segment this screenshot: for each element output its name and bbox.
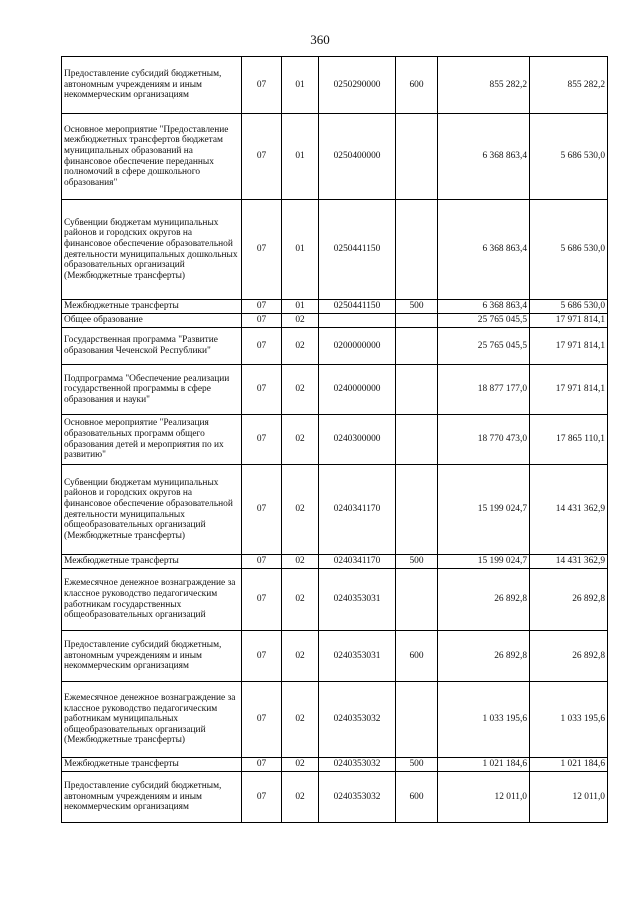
row-target-article: 0240353032: [319, 682, 396, 758]
row-expense-type: [396, 415, 438, 465]
table-row: [62, 314, 608, 328]
table-row: [62, 365, 608, 415]
row-name: Субвенции бюджетам муниципальных районов и городских округов на финансовое обеспечение образовательной деятельности муниципальных общеобразовательных организаций (Межбюджетные трансферты): [62, 465, 242, 555]
row-subsection: 01: [282, 200, 319, 300]
table-row: [62, 569, 608, 631]
row-section: 07: [242, 465, 282, 555]
row-section: 07: [242, 300, 282, 314]
row-amount-2: 5 686 530,0: [530, 114, 608, 200]
row-amount-1: 25 765 045,5: [438, 314, 530, 328]
row-amount-1: 1 021 184,6: [438, 758, 530, 772]
row-target-article: 0240353032: [319, 772, 396, 823]
row-name: Предоставление субсидий бюджетным, автономным учреждениям и иным некоммерческим организациям: [62, 772, 242, 823]
row-amount-1: 26 892,8: [438, 569, 530, 631]
row-target-article: 0250441150: [319, 300, 396, 314]
table-row: [62, 200, 608, 300]
row-expense-type: 600: [396, 772, 438, 823]
row-amount-1: 18 877 177,0: [438, 365, 530, 415]
row-amount-1: 855 282,2: [438, 57, 530, 114]
row-name: Межбюджетные трансферты: [62, 555, 242, 569]
row-amount-2: 1 033 195,6: [530, 682, 608, 758]
row-amount-2: 5 686 530,0: [530, 300, 608, 314]
row-target-article: 0240353031: [319, 569, 396, 631]
row-subsection: 02: [282, 328, 319, 365]
row-section: 07: [242, 555, 282, 569]
table-row: [62, 758, 608, 772]
row-expense-type: [396, 365, 438, 415]
row-expense-type: 600: [396, 631, 438, 682]
row-subsection: 01: [282, 57, 319, 114]
table-row: [62, 682, 608, 758]
row-target-article: 0240300000: [319, 415, 396, 465]
row-name: Основное мероприятие "Предоставление межбюджетных трансфертов бюджетам муниципальных образований на финансовое обеспечение переданных полномочий в сфере дошкольного образования": [62, 114, 242, 200]
row-amount-2: 17 971 814,1: [530, 328, 608, 365]
row-amount-1: 6 368 863,4: [438, 200, 530, 300]
row-target-article: 0240341170: [319, 465, 396, 555]
row-section: 07: [242, 314, 282, 328]
row-amount-2: 26 892,8: [530, 631, 608, 682]
row-amount-1: 15 199 024,7: [438, 555, 530, 569]
row-amount-2: 855 282,2: [530, 57, 608, 114]
row-section: 07: [242, 415, 282, 465]
row-section: 07: [242, 631, 282, 682]
row-name: Межбюджетные трансферты: [62, 300, 242, 314]
row-amount-2: 17 865 110,1: [530, 415, 608, 465]
row-section: 07: [242, 365, 282, 415]
row-target-article: 0250400000: [319, 114, 396, 200]
row-section: 07: [242, 57, 282, 114]
row-amount-2: 26 892,8: [530, 569, 608, 631]
row-expense-type: [396, 328, 438, 365]
row-name: Субвенции бюджетам муниципальных районов и городских округов на финансовое обеспечение образовательной деятельности муниципальных дошкольных образовательных организаций (Межбюджетные трансферты): [62, 200, 242, 300]
row-name: Ежемесячное денежное вознаграждение за классное руководство педагогическим работникам государственных общеобразовательных организаций: [62, 569, 242, 631]
row-target-article: 0240353031: [319, 631, 396, 682]
row-expense-type: 500: [396, 300, 438, 314]
row-expense-type: [396, 200, 438, 300]
row-subsection: 02: [282, 365, 319, 415]
row-target-article: [319, 314, 396, 328]
row-name: Предоставление субсидий бюджетным, автономным учреждениям и иным некоммерческим организациям: [62, 57, 242, 114]
table-row: [62, 300, 608, 314]
row-section: 07: [242, 758, 282, 772]
row-target-article: 0240353032: [319, 758, 396, 772]
row-subsection: 02: [282, 631, 319, 682]
row-expense-type: 500: [396, 555, 438, 569]
table-row: [62, 631, 608, 682]
row-amount-2: 12 011,0: [530, 772, 608, 823]
row-subsection: 02: [282, 758, 319, 772]
page-number: 360: [310, 32, 330, 47]
row-subsection: 02: [282, 682, 319, 758]
row-amount-1: 6 368 863,4: [438, 300, 530, 314]
row-name: Государственная программа "Развитие образования Чеченской Республики": [62, 328, 242, 365]
row-expense-type: 500: [396, 758, 438, 772]
row-subsection: 02: [282, 772, 319, 823]
table-row: [62, 114, 608, 200]
row-name: Ежемесячное денежное вознаграждение за классное руководство педагогическим работникам муниципальных общеобразовательных организаций (Межбюджетные трансферты): [62, 682, 242, 758]
row-amount-1: 15 199 024,7: [438, 465, 530, 555]
row-section: 07: [242, 114, 282, 200]
row-section: 07: [242, 569, 282, 631]
row-amount-2: 1 021 184,6: [530, 758, 608, 772]
row-section: 07: [242, 772, 282, 823]
row-amount-2: 14 431 362,9: [530, 465, 608, 555]
table-row: [62, 57, 608, 114]
row-section: 07: [242, 682, 282, 758]
row-target-article: 0200000000: [319, 328, 396, 365]
row-amount-2: 17 971 814,1: [530, 314, 608, 328]
row-name: Межбюджетные трансферты: [62, 758, 242, 772]
row-expense-type: [396, 569, 438, 631]
row-name: Основное мероприятие "Реализация образовательных программ общего образования детей и мероприятия по их развитию": [62, 415, 242, 465]
row-amount-1: 12 011,0: [438, 772, 530, 823]
row-name: Подпрограмма "Обеспечение реализации государственной программы в сфере образования и науки": [62, 365, 242, 415]
row-target-article: 0250290000: [319, 57, 396, 114]
row-name: Общее образование: [62, 314, 242, 328]
row-target-article: 0250441150: [319, 200, 396, 300]
row-amount-1: 1 033 195,6: [438, 682, 530, 758]
row-target-article: 0240000000: [319, 365, 396, 415]
row-subsection: 02: [282, 465, 319, 555]
row-expense-type: [396, 114, 438, 200]
row-target-article: 0240341170: [319, 555, 396, 569]
row-subsection: 01: [282, 300, 319, 314]
row-name: Предоставление субсидий бюджетным, автономным учреждениям и иным некоммерческим организациям: [62, 631, 242, 682]
table-row: [62, 555, 608, 569]
row-subsection: 02: [282, 415, 319, 465]
row-amount-1: 25 765 045,5: [438, 328, 530, 365]
row-section: 07: [242, 200, 282, 300]
row-amount-1: 26 892,8: [438, 631, 530, 682]
row-amount-2: 14 431 362,9: [530, 555, 608, 569]
table-row: [62, 328, 608, 365]
row-subsection: 02: [282, 314, 319, 328]
row-expense-type: 600: [396, 57, 438, 114]
row-subsection: 02: [282, 569, 319, 631]
row-expense-type: [396, 465, 438, 555]
row-subsection: 02: [282, 555, 319, 569]
table-row: [62, 465, 608, 555]
budget-table: [61, 56, 608, 823]
row-amount-1: 18 770 473,0: [438, 415, 530, 465]
row-expense-type: [396, 682, 438, 758]
row-expense-type: [396, 314, 438, 328]
row-amount-1: 6 368 863,4: [438, 114, 530, 200]
table-row: [62, 772, 608, 823]
table-row: [62, 415, 608, 465]
row-section: 07: [242, 328, 282, 365]
row-amount-2: 5 686 530,0: [530, 200, 608, 300]
row-subsection: 01: [282, 114, 319, 200]
row-amount-2: 17 971 814,1: [530, 365, 608, 415]
